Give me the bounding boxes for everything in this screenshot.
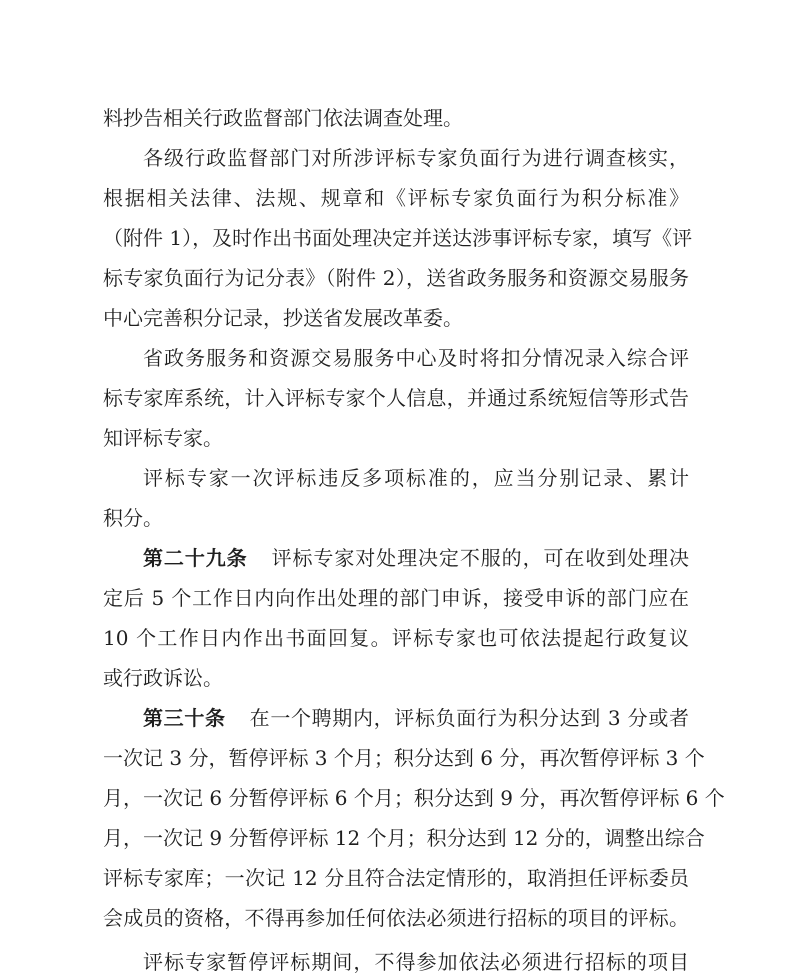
text-line: 在一个聘期内，评标负面行为积分达到 3 分或者 [249, 706, 689, 730]
article-29-title: 第二十九条 [143, 546, 248, 570]
text-line: 评标专家一次评标违反多项标准的，应当分别记录、累计 [143, 466, 689, 490]
text-line: 中心完善积分记录，抄送省发展改革委。 [103, 306, 463, 330]
text-line: （附件 1），及时作出书面处理决定并送达涉事评标专家，填写《评 [103, 226, 693, 250]
text-line: 评标专家对处理决定不服的，可在收到处理决 [271, 546, 690, 570]
text-line: 或行政诉讼。 [103, 666, 223, 690]
text-line: 知评标专家。 [103, 426, 223, 450]
text-line: 评标专家库；一次记 12 分且符合法定情形的，取消担任评标委员 [103, 866, 689, 890]
text-line: 料抄告相关行政监督部门依法调查处理。 [103, 106, 463, 130]
text-line: 标专家库系统，计入评标专家个人信息，并通过系统短信等形式告 [103, 386, 689, 410]
text-line: 积分。 [103, 506, 163, 530]
text-line: 省政务服务和资源交易服务中心及时将扣分情况录入综合评 [143, 346, 689, 370]
text-line: 月，一次记 6 分暂停评标 6 个月；积分达到 9 分，再次暂停评标 6 个 [103, 786, 725, 810]
article-30-first-line [143, 703, 689, 733]
text-line: 10 个工作日内作出书面回复。评标专家也可依法提起行政复议 [103, 626, 689, 650]
text-line: 评标专家暂停评标期间，不得参加依法必须进行招标的项目 [143, 950, 689, 973]
text-line: 一次记 3 分，暂停评标 3 个月；积分达到 6 分，再次暂停评标 3 个 [103, 746, 705, 770]
text-line: 根据相关法律、法规、规章和《评标专家负面行为积分标准》 [103, 186, 689, 210]
article-30-title: 第三十条 [143, 706, 226, 730]
text-line: 月，一次记 9 分暂停评标 12 个月；积分达到 12 分的，调整出综合 [103, 826, 705, 850]
text-line: 标专家负面行为记分表》（附件 2），送省政务服务和资源交易服务 [103, 266, 689, 290]
text-line: 会成员的资格，不得再参加任何依法必须进行招标的项目的评标。 [103, 906, 689, 930]
text-line: 定后 5 个工作日内向作出处理的部门申诉，接受申诉的部门应在 [103, 586, 689, 610]
text-line: 各级行政监督部门对所涉评标专家负面行为进行调查核实， [143, 146, 689, 170]
article-29-first-line [143, 543, 689, 573]
